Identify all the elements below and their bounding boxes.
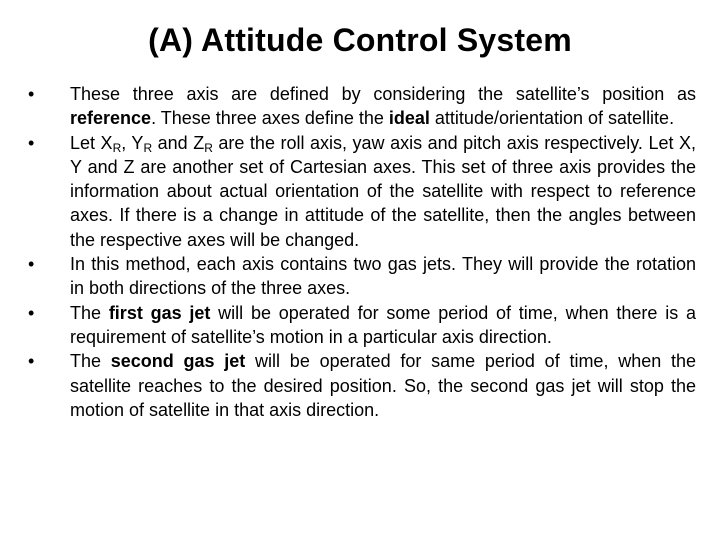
bullet-text: . These three axes define the <box>151 108 389 129</box>
bullet-item <box>28 131 696 252</box>
bullet-item <box>28 301 696 350</box>
bullet-text: Let X <box>70 132 113 153</box>
bullet-dot: • <box>28 351 35 372</box>
bullet-text: , Y <box>121 132 144 153</box>
bullet-dot: • <box>28 132 35 153</box>
bullet-dot: • <box>28 302 35 323</box>
bold-term: first gas jet <box>108 302 211 323</box>
bullet-text: attitude/orientation of satellite. <box>429 108 675 129</box>
subscript: R <box>143 140 153 155</box>
bullet-dot: • <box>28 254 35 275</box>
subscript: R <box>204 140 213 155</box>
bullet-text: The <box>70 351 111 372</box>
subscript: R <box>112 140 122 155</box>
bullet-text: and Z <box>152 132 205 153</box>
bullet-text: will be operated for some period of time, when there is a requirement of satellite’s motion in a particular axis direction. <box>70 302 697 347</box>
bullet-dot: • <box>28 84 35 104</box>
bullet-list <box>28 82 696 422</box>
bullet-text: will be operated for same period of time, when the satellite reaches to the desired position. So, the second gas jet will stop the motion of satellite in that axis direction. <box>70 351 696 420</box>
bullet-item <box>28 349 696 422</box>
bold-term: second gas jet <box>110 351 246 372</box>
bullet-text: The <box>70 302 109 323</box>
bold-term: ideal <box>388 108 430 129</box>
bullet-item <box>28 82 696 131</box>
bullet-item <box>28 252 696 301</box>
slide-title: (A) Attitude Control System <box>148 22 572 58</box>
bullet-text: are the roll axis, yaw axis and pitch axis respectively. Let X, Y and Z are another set of Cartesian axes. This set of three axis provides the information about actual orientation of the satellite with respect to reference axes. If there is a change in attitude of the satellite, then the angles between the respective axes will be changed. <box>70 132 697 250</box>
bold-term: reference <box>70 108 152 129</box>
bullet-text: These three axis are defined by considering the satellite’s position as <box>70 84 696 104</box>
bullet-text: In this method, each axis contains two gas jets. They will provide the rotation in both directions of the three axes. <box>70 254 696 299</box>
